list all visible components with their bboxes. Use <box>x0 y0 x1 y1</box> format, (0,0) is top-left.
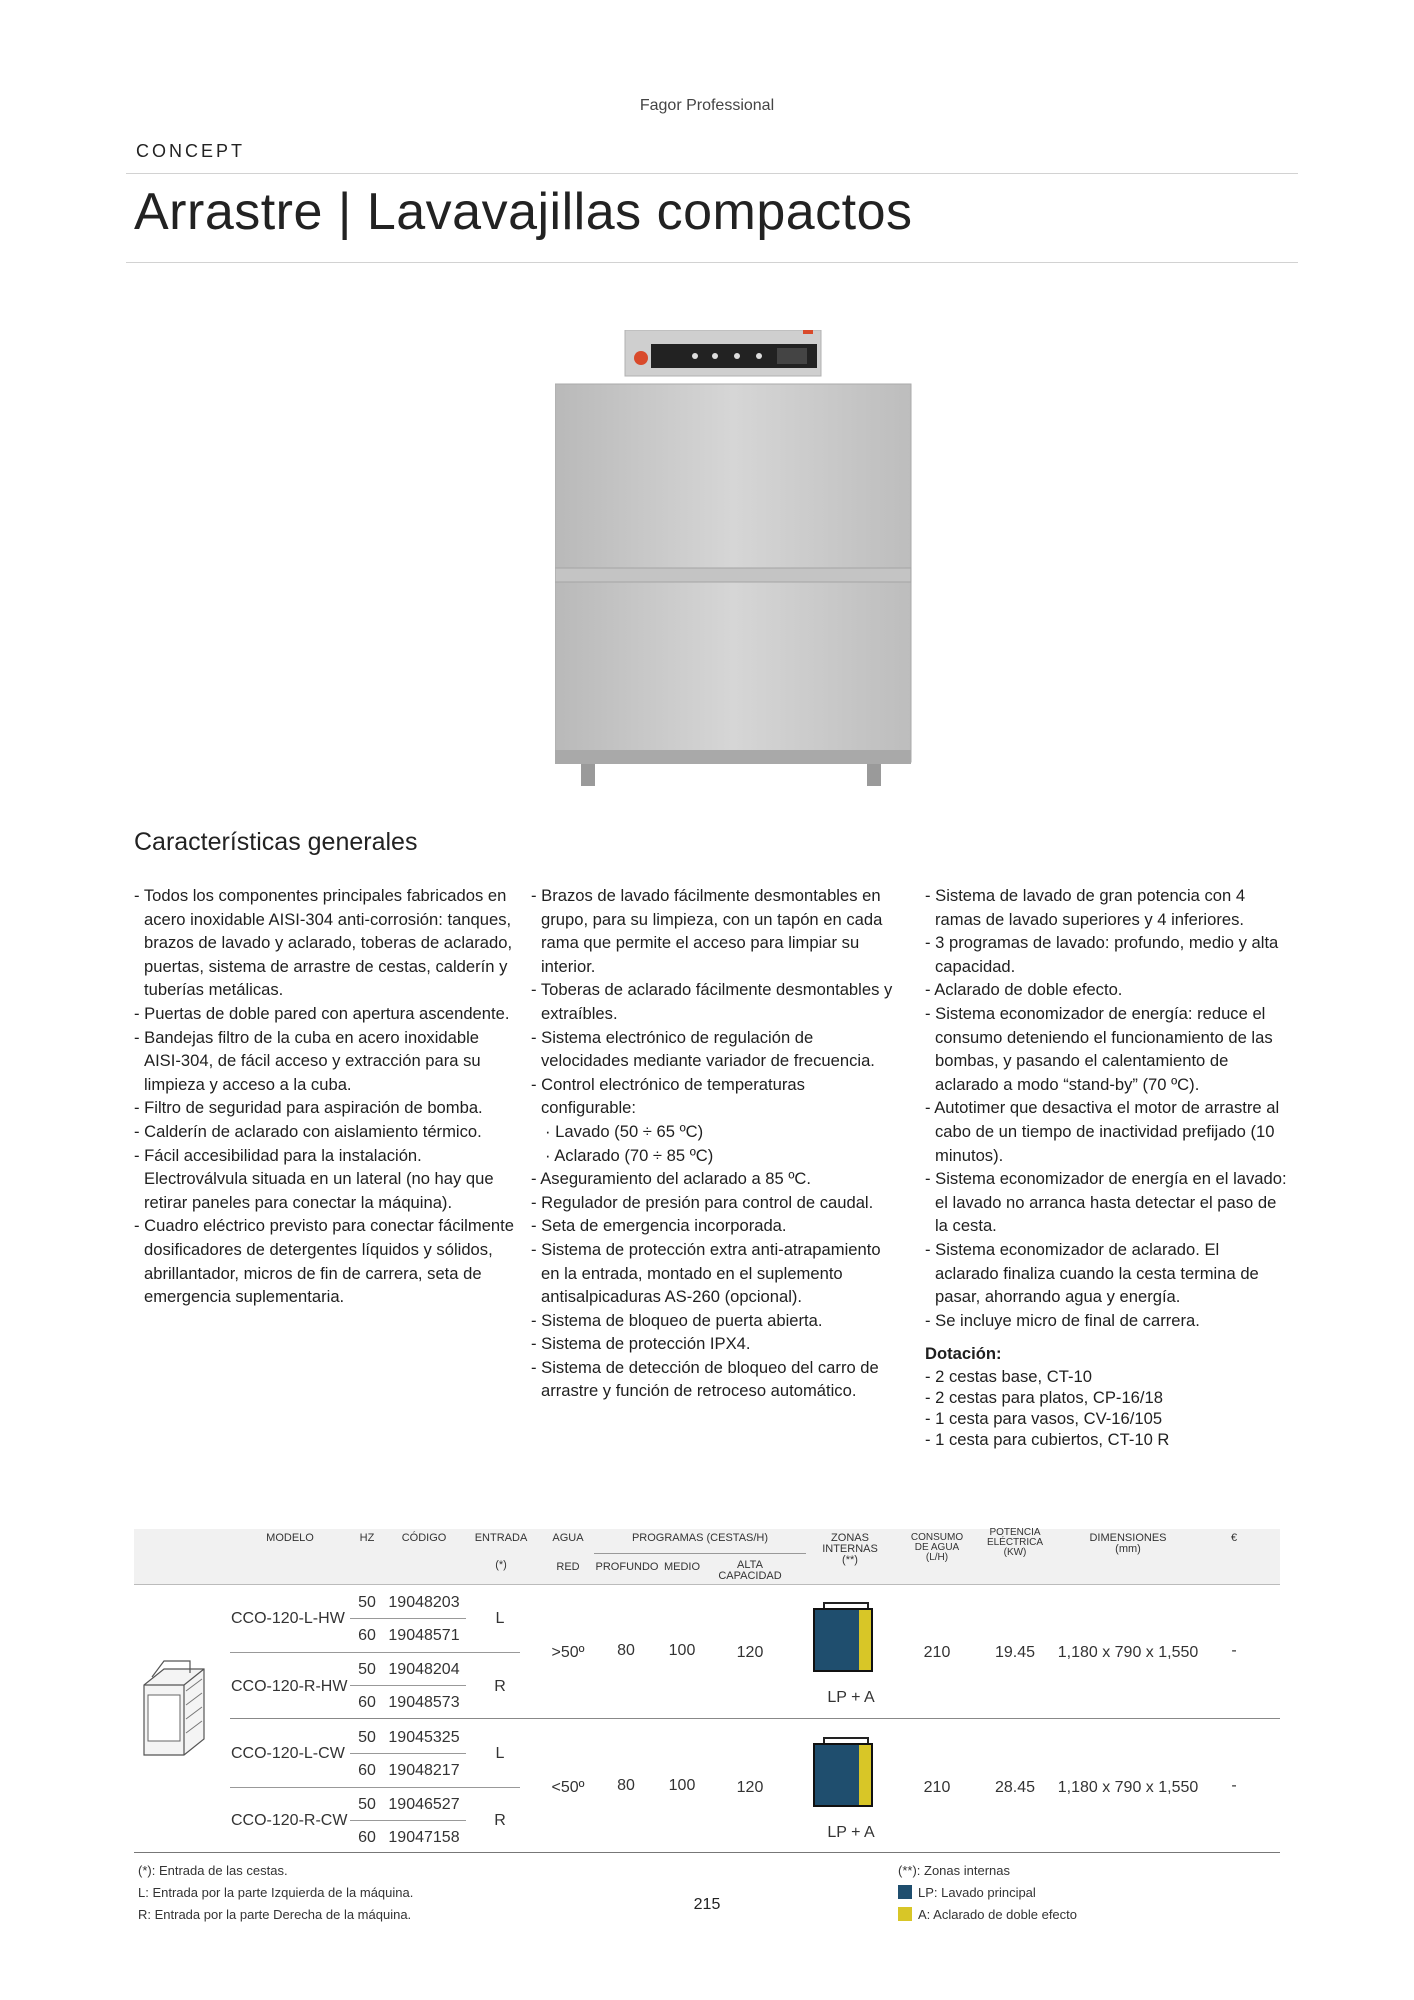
dishwasher-photo <box>555 330 915 790</box>
hz-value: 60 <box>358 1694 376 1711</box>
brand-name: Fagor Professional <box>639 97 775 114</box>
entrada-value: R <box>494 1812 506 1829</box>
lp-swatch <box>898 1885 912 1899</box>
footnote-line: L: Entrada por la parte Izquierda de la máquina. <box>138 1885 414 1900</box>
th-modelo: MODELO <box>266 1532 314 1544</box>
zones-diagram <box>813 1737 875 1807</box>
feature-subitem: · Lavado (50 ÷ 65 ºC) <box>545 1121 704 1141</box>
th-potencia <box>975 1528 1055 1558</box>
features-column-1 <box>134 884 514 1309</box>
th-agua: AGUA <box>552 1532 584 1544</box>
row-rule <box>350 1685 466 1686</box>
dimensiones-value: 1,180 x 790 x 1,550 <box>1057 1779 1199 1796</box>
feature-item: - Sistema economizador de aclarado. El aclarado finaliza cuando la cesta termina de pasar, ahorrando agua y energía. <box>925 1239 1259 1307</box>
dotacion-item: - 2 cestas base, CT-10 <box>925 1366 1092 1386</box>
features-column-3 <box>925 884 1287 1450</box>
th-hz: HZ <box>359 1532 375 1544</box>
th-codigo: CÓDIGO <box>401 1532 447 1544</box>
th-consumo-line3: (L/H) <box>925 1552 949 1563</box>
medio-value: 100 <box>668 1642 696 1659</box>
dotacion-item: - 1 cesta para vasos, CV-16/105 <box>925 1408 1163 1428</box>
profundo-value: 80 <box>617 1642 635 1659</box>
feature-item: - Sistema de detección de bloqueo del carro de arrastre y función de retroceso automático. <box>531 1357 879 1401</box>
dotacion-item: - 1 cesta para cubiertos, CT-10 R <box>925 1429 1170 1449</box>
lp-zone <box>813 1608 861 1672</box>
th-entrada: ENTRADA <box>474 1532 528 1544</box>
model-name: CCO-120-L-HW <box>231 1610 345 1627</box>
row-rule <box>350 1753 466 1754</box>
th-alta-line1: ALTA <box>737 1559 763 1571</box>
model-rule <box>230 1787 520 1788</box>
section-label: CONCEPT <box>136 141 246 161</box>
lp-zone <box>813 1743 861 1807</box>
legend-a <box>898 1904 1198 1926</box>
th-agua-sub: RED <box>556 1561 580 1573</box>
feature-subitem: · Aclarado (70 ÷ 85 ºC) <box>545 1145 714 1165</box>
footnotes-right <box>898 1860 1198 1926</box>
feature-item: - Control electrónico de temperaturas configurable: <box>531 1074 805 1118</box>
entrada-value: R <box>494 1678 506 1695</box>
a-swatch <box>898 1907 912 1921</box>
feature-item: - Regulador de presión para control de caudal. <box>531 1192 874 1212</box>
feature-item: - Sistema economizador de energía en el lavado: el lavado no arranca hasta detectar el paso de la cesta. <box>925 1169 1287 1236</box>
feature-item: - Brazos de lavado fácilmente desmontables en grupo, para su limpieza, con un tapón en cada rama que permite el acceso para limpiar su interior. <box>531 886 883 976</box>
codigo-value: 19048203 <box>388 1594 460 1611</box>
codigo-value: 19046527 <box>388 1796 460 1813</box>
feature-item: - Sistema electrónico de regulación de velocidades mediante variador de frecuencia. <box>531 1027 875 1071</box>
feature-item: - Sistema de lavado de gran potencia con 4 ramas de lavado superiores y 4 inferiores. <box>925 886 1246 929</box>
top-divider <box>126 173 1298 174</box>
hz-value: 60 <box>358 1627 376 1644</box>
codigo-value: 19048573 <box>388 1694 460 1711</box>
row-rule <box>350 1618 466 1619</box>
dimensiones-value: 1,180 x 790 x 1,550 <box>1057 1644 1199 1661</box>
zones-diagram <box>813 1602 875 1672</box>
group-divider <box>230 1718 1280 1719</box>
feature-item: - Sistema de bloqueo de puerta abierta. <box>531 1310 823 1330</box>
codigo-value: 19048217 <box>388 1762 460 1779</box>
agua-value: <50º <box>551 1779 585 1796</box>
th-zonas <box>816 1533 884 1566</box>
feature-item: - Filtro de seguridad para aspiración de bomba. <box>134 1098 483 1118</box>
precio-value: - <box>1231 1642 1237 1659</box>
feature-item: - Se incluye micro de final de carrera. <box>925 1310 1200 1330</box>
hz-value: 50 <box>358 1594 376 1611</box>
consumo-value: 210 <box>923 1779 951 1796</box>
feature-item: - Sistema de protección extra anti-atrapamiento en la entrada, montado en el suplemento antisalpicaduras AS-260 (opcional). <box>531 1239 881 1307</box>
th-potencia-line1: POTENCIA <box>989 1527 1041 1538</box>
th-potencia-line3: (KW) <box>1003 1547 1027 1558</box>
feature-item: - Puertas de doble pared con apertura ascendente. <box>134 1003 510 1023</box>
th-zonas-line2: INTERNAS <box>822 1543 878 1555</box>
th-dim-line2: (mm) <box>1115 1543 1141 1555</box>
table-bottom-rule <box>134 1852 1280 1853</box>
entrada-value: L <box>495 1745 505 1762</box>
th-dim-line1: DIMENSIONES <box>1089 1532 1167 1544</box>
hz-value: 50 <box>358 1796 376 1813</box>
th-consumo-line2: DE AGUA <box>914 1542 960 1553</box>
th-medio: MEDIO <box>663 1561 701 1573</box>
features-heading: Características generales <box>134 828 418 856</box>
agua-value: >50º <box>551 1644 585 1661</box>
table-header-rule <box>134 1584 1280 1585</box>
feature-item: - Bandejas filtro de la cuba en acero inoxidable AISI-304, de fácil acceso y extracción para su limpieza y acceso a la cuba. <box>134 1027 481 1094</box>
feature-item: - Cuadro eléctrico previsto para conectar fácilmente dosificadores de detergentes líquidos y sólidos, abrillantador, micros de fin de carrera, seta de emergencia suplementaria. <box>134 1216 514 1307</box>
th-dimensiones <box>1068 1533 1188 1555</box>
feature-item: - Toberas de aclarado fácilmente desmontables y extraíbles. <box>531 980 893 1023</box>
model-rule <box>230 1652 520 1653</box>
model-name: CCO-120-R-HW <box>231 1678 348 1695</box>
model-name: CCO-120-L-CW <box>231 1745 345 1762</box>
feature-item: - Autotimer que desactiva el motor de arrastre al cabo de un tiempo de inactividad prefijado (10 minutos). <box>925 1098 1280 1165</box>
model-name: CCO-120-R-CW <box>231 1812 348 1829</box>
th-zonas-line3: (**) <box>842 1554 858 1566</box>
hz-value: 60 <box>358 1762 376 1779</box>
medio-value: 100 <box>668 1777 696 1794</box>
machine-thumbnail <box>134 1655 214 1759</box>
alta-value: 120 <box>736 1779 764 1796</box>
feature-item: - 3 programas de lavado: profundo, medio y alta capacidad. <box>925 933 1279 976</box>
a-zone <box>859 1743 873 1807</box>
th-entrada-sub: (*) <box>495 1559 507 1571</box>
feature-item: - Sistema de protección IPX4. <box>531 1334 751 1354</box>
precio-value: - <box>1231 1777 1237 1794</box>
footnotes-left <box>138 1860 518 1926</box>
hz-value: 50 <box>358 1729 376 1746</box>
th-consumo <box>902 1533 972 1563</box>
hz-value: 50 <box>358 1661 376 1678</box>
th-alta <box>710 1560 790 1582</box>
footnote-line: R: Entrada por la parte Derecha de la máquina. <box>138 1907 412 1922</box>
feature-item: - Todos los componentes principales fabricados en acero inoxidable AISI-304 anti-corrosión: tanques, brazos de lavado y aclarado, toberas de aclarado, puertas, sistema de arrastre de cestas, calderín y tuberías metálicas. <box>134 886 513 1000</box>
zonas-value: LP + A <box>827 1689 875 1706</box>
page-title: Arrastre | Lavavajillas compactos <box>134 183 913 241</box>
codigo-value: 19048204 <box>388 1661 460 1678</box>
page-number: 215 <box>693 1896 721 1913</box>
legend-a-label: A: Aclarado de doble efecto <box>918 1907 1078 1922</box>
alta-value: 120 <box>736 1644 764 1661</box>
zones-footnote-title: (**): Zonas internas <box>898 1863 1010 1878</box>
feature-item: - Sistema economizador de energía: reduce el consumo deteniendo el funcionamiento de las bombas, y pasando el calentamiento de aclarado a modo “stand-by” (70 ºC). <box>925 1003 1273 1094</box>
legend-lp-label: LP: Lavado principal <box>918 1885 1036 1900</box>
zonas-value: LP + A <box>827 1824 875 1841</box>
potencia-value: 28.45 <box>994 1779 1036 1796</box>
th-zonas-line1: ZONAS <box>831 1532 869 1544</box>
consumo-value: 210 <box>923 1644 951 1661</box>
profundo-value: 80 <box>617 1777 635 1794</box>
feature-item: - Seta de emergencia incorporada. <box>531 1216 787 1236</box>
codigo-value: 19047158 <box>388 1829 460 1846</box>
hz-value: 60 <box>358 1829 376 1846</box>
th-consumo-line1: CONSUMO <box>910 1532 964 1543</box>
row-rule <box>350 1820 466 1821</box>
title-divider <box>126 262 1298 263</box>
th-programas: PROGRAMAS (CESTAS/H) <box>631 1532 769 1544</box>
feature-item: - Fácil accesibilidad para la instalación. Electroválvula situada en un lateral (no hay que retirar paneles para conectar la máquina). <box>134 1145 494 1212</box>
codigo-value: 19045325 <box>388 1729 460 1746</box>
th-precio: € <box>1230 1532 1238 1544</box>
th-alta-line2: CAPACIDAD <box>718 1570 782 1582</box>
dotacion-item: - 2 cestas para platos, CP-16/18 <box>925 1387 1163 1407</box>
features-column-2 <box>531 884 903 1403</box>
codigo-value: 19048571 <box>388 1627 460 1644</box>
legend-lp <box>898 1882 1198 1904</box>
feature-item: - Aseguramiento del aclarado a 85 ºC. <box>531 1169 812 1189</box>
a-zone <box>859 1608 873 1672</box>
feature-item: - Calderín de aclarado con aislamiento térmico. <box>134 1121 482 1141</box>
footnote-line: (*): Entrada de las cestas. <box>138 1863 288 1878</box>
dotacion-heading: Dotación: <box>925 1344 1002 1364</box>
feature-item: - Aclarado de doble efecto. <box>925 980 1123 1000</box>
th-profundo: PROFUNDO <box>595 1561 659 1573</box>
th-programas-rule <box>594 1553 806 1554</box>
th-potencia-line2: ELÉCTRICA <box>986 1537 1044 1548</box>
entrada-value: L <box>495 1610 505 1627</box>
potencia-value: 19.45 <box>994 1644 1036 1661</box>
